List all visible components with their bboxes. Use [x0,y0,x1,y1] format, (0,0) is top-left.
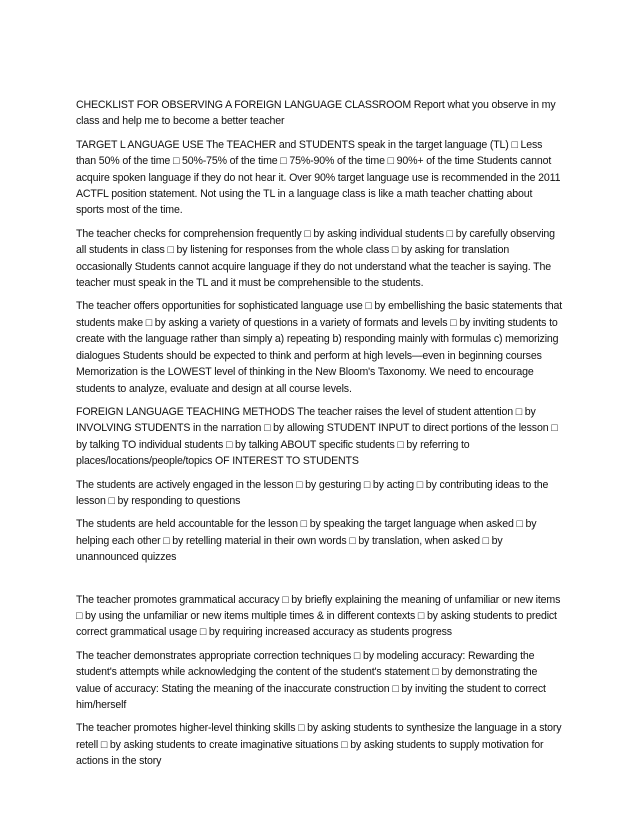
document-body [76,97,562,777]
higher-level-thinking-paragraph: The teacher promotes higher-level thinking skills □ by asking students to synthesize the language in a story retell □ by asking students to create imaginative situations □ by asking students to supply motivation for actions in the story [76,722,562,768]
comprehension-check-paragraph: The teacher checks for comprehension frequently □ by asking individual students □ by carefully observing all students in class □ by listening for responses from the whole class □ by asking for translation occasionally Students cannot acquire language if they do not understand what the teacher is saying. The teacher must speak in the TL and it must be comprehensible to the students. [76,227,555,290]
correction-techniques-paragraph: The teacher demonstrates appropriate correction techniques □ by modeling accuracy: Rewarding the student's attempts while acknowledging the content of the student's statement □ by demonstrating the value of accuracy: Stating the meaning of the inaccurate construction □ by inviting the student to correct him/herself [76,649,546,711]
teaching-methods-paragraph: FOREIGN LANGUAGE TEACHING METHODS The teacher raises the level of student attention □ by INVOLVING STUDENTS in the narration □ by allowing STUDENT INPUT to direct portions of the lesson □ by talking TO individual students □ by talking ABOUT specific students □ by referring to places/locations/people/topics OF INTEREST TO STUDENTS [76,405,558,468]
checklist-title-paragraph: CHECKLIST FOR OBSERVING A FOREIGN LANGUAGE CLASSROOM Report what you observe in my class and help me to become a better teacher [76,99,556,128]
grammatical-accuracy-paragraph: The teacher promotes grammatical accuracy □ by briefly explaining the meaning of unfamiliar or new items □ by using the unfamiliar or new items multiple times & in different contexts □ by asking students to predict correct grammatical usage □ by requiring increased accuracy as students progress [76,593,561,639]
student-accountability-paragraph: The students are held accountable for the lesson □ by speaking the target language when asked □ by helping each other □ by retelling material in their own words □ by translation, when asked □ by unannounced quizzes [76,518,537,564]
sophisticated-language-paragraph: The teacher offers opportunities for sophisticated language use □ by embellishing the basic statements that students make □ by asking a variety of questions in a variety of formats and levels □ by inviting students to create with the language rather than simply a) repeating b) responding mainly with formulas c) memorizing dialogues Students should be expected to think and perform at high levels—even in beginning courses Memorization is the LOWEST level of thinking in the New Bloom's Taxonomy. We need to encourage students to analyze, evaluate and design at all course levels. [76,300,563,395]
student-engagement-paragraph: The students are actively engaged in the lesson □ by gesturing □ by acting □ by contributing ideas to the lesson □ by responding to questions [76,478,549,507]
target-language-use-paragraph: TARGET L ANGUAGE USE The TEACHER and STUDENTS speak in the target language (TL) □ Less than 50% of the time □ 50%-75% of the time □ 75%-90% of the time □ 90%+ of the time Students cannot acquire spoken language if they do not hear it. Over 90% target language use is recommended in the 2011 ACTFL position statement. Not using the TL in a language class is like a math teacher chatting about sports most of the time. [76,138,561,217]
